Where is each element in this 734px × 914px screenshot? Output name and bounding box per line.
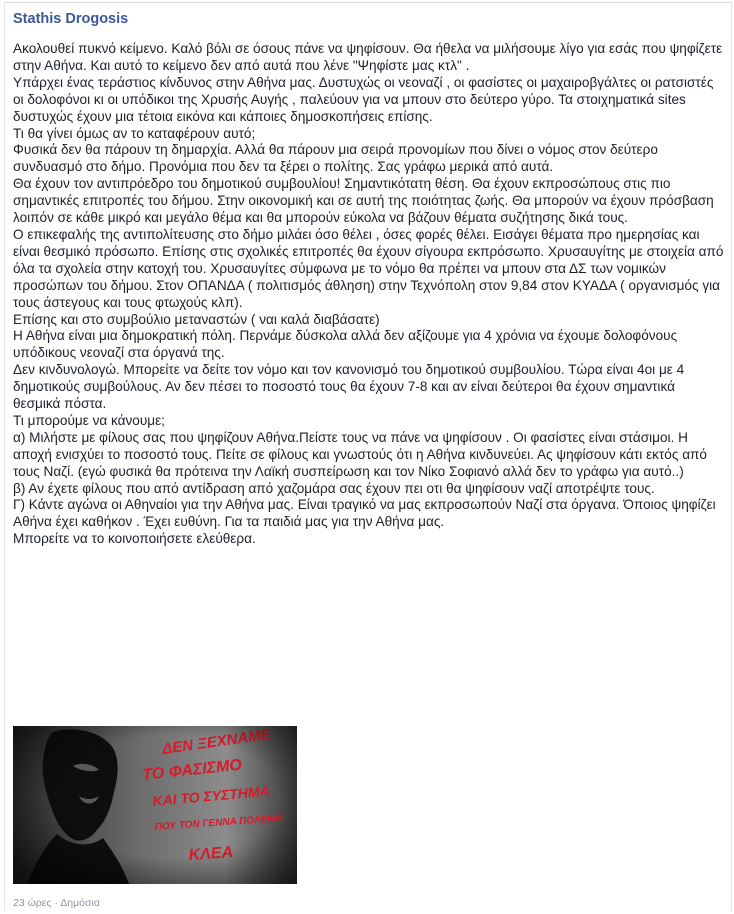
post-paragraph: α) Μιλήστε με φίλους σας που ψηφίζουν Αθήνα.Πείστε τους να πάνε να ψηφίσουν . Οι φασίστες είναι στάσιμοι. Η αποχή ενισχύει το ποσοστό τους. Πείτε σε φίλους και γνωστούς ότι η Αθήνα κινδυνεύει. Ας ψηφίσουν κάτι εκτός από τους Ναζί. (εγώ φυσικά θα πρότεινα την Λαϊκή συσπείρωση και τον Νίκο Σοφιανό αλλά δεν το γράφω για αυτό..) [13, 429, 707, 479]
post-paragraph: Μπορείτε να το κοινοποιήσετε ελεύθερα. [13, 531, 256, 547]
facebook-post [4, 2, 732, 911]
post-paragraph: Δεν κινδυνολογώ. Μπορείτε να δείτε τον νόμο και τον κανονισμό του δημοτικού συμβουλίου. Τώρα είναι 4οι με 4 δημοτικούς συμβούλους. Αν δεν πέσει το ποσοστό τους θα έχουν 7-8 και αν είναι δεύτεροι θα έχουν σημαντικά θεσμικά πόστα. [13, 362, 685, 412]
post-paragraph: Τι θα γίνει όμως αν το καταφέρουν αυτό; [13, 125, 256, 141]
post-paragraph: Επίσης και στο συμβούλιο μεταναστών ( ναι καλά διαβάσατε) [13, 311, 380, 327]
post-paragraph: Γ) Κάντε αγώνα οι Αθηναίοι για την Αθήνα μας. Είναι τραγικό να μας εκπροσωπούν Ναζί στα όργανα. Όποιος ψηφίζει Αθήνα έχει καθήκον . Έχει ευθύνη. Για τα παιδιά μας για την Αθήνα μας. [13, 497, 716, 530]
post-paragraph: Φυσικά δεν θα πάρουν τη δημαρχία. Αλλά θα πάρουν μια σειρά προνομίων που δίνει ο νόμος στον δεύτερο συνδυασμό στο δήμο. Προνόμια που δεν τα ξέρει ο πολίτης. Σας γράφω μερικά από αυτά. [13, 142, 658, 175]
post-paragraph: Υπάρχει ένας τεράστιος κίνδυνος στην Αθήνα μας. Δυστυχώς οι νεοναζί , οι φασίστες οι μαχαιροβγάλτες οι ρατσιστές οι δολοφόνοι κι οι υπόδικοι της Χρυσής Αυγής , παλεύουν για να μπουν στο δεύτερο γύρο. Τα στοιχηματικά sites δυστυχώς έχουν μια τέτοια εικόνα και κάποιες δημοσκοπήσεις επίσης. [13, 74, 714, 124]
post-paragraph: Ο επικεφαλής της αντιπολίτευσης στο δήμο μιλάει όσο θέλει , όσες φορές θέλει. Εισάγει θέματα προ ημερησίας και είναι θεσμικό πρόσωπο. Επίσης στις σχολικές επιτροπές θα έχουν σίγουρα εκπρόσωπο. Χρυσαυγίτης με στοιχεία από όλα τα σχολεία στην κατοχή του. Χρυσαυγίτες σύμφωνα με το νόμο θα πρέπει να μπουν στα ΔΣ των νομικών προσώπων του δήμου. Στον ΟΠΑΝΔΑ ( πολιτισμός άθληση) στην Τεχνόπολη στον 9,84 στον ΚΥΑΔΑ ( οργανισμός για τους άστεγους και τους φτωχούς κλπ). [13, 226, 724, 310]
graffiti-wall-image [13, 726, 297, 884]
post-paragraph: β) Αν έχετε φίλους που από αντίδραση από χαζομάρα σας έχουν πει οτι θα ψηφίσουν ναζί αποτρέψτε τους. [13, 480, 655, 496]
post-paragraph: Θα έχουν τον αντιπρόεδρο του δημοτικού συμβουλίου! Σημαντικότατη θέση. Θα έχουν εκπροσώπους στις πιο σημαντικές επιτροπές του δήμου. Στην οικονομική και σε αυτή της ποιότητας ζωής. Θα μπορούν να έχουν πρόσβαση λοιπόν σε κάθε μικρό και μεγάλο θέμα και θα μπορούν εύκολα να βάζουν θέματα συζήτησης δικά τους. [13, 176, 714, 226]
post-paragraph: Τι μπορούμε να κάνουμε; [13, 412, 165, 428]
meta-separator: · [54, 897, 58, 909]
post-photo[interactable] [13, 726, 297, 884]
post-paragraph: Ακολουθεί πυκνό κείμενο. Καλό βόλι σε όσους πάνε να ψηφίσουν. Θα ήθελα να μιλήσουμε λίγο για εσάς που ψηφίζετε στην Αθήνα. Και αυτό το κείμενο δεν από αυτά που λένε "Ψηφίστε μας κτλ" . [13, 41, 723, 73]
post-meta [13, 897, 100, 909]
post-paragraph: Η Αθήνα είναι μια δημοκρατική πόλη. Περνάμε δύσκολα αλλά δεν αξίζουμε για 4 χρόνια να έχουμε δολοφόνους υπόδικους νεοναζί στα όργανά της. [13, 328, 678, 361]
post-body [13, 41, 725, 548]
post-timestamp[interactable]: 23 ώρες [13, 897, 52, 909]
post-audience[interactable]: Δημόσια [60, 897, 100, 909]
post-author-name[interactable]: Stathis Drogosis [13, 11, 129, 27]
